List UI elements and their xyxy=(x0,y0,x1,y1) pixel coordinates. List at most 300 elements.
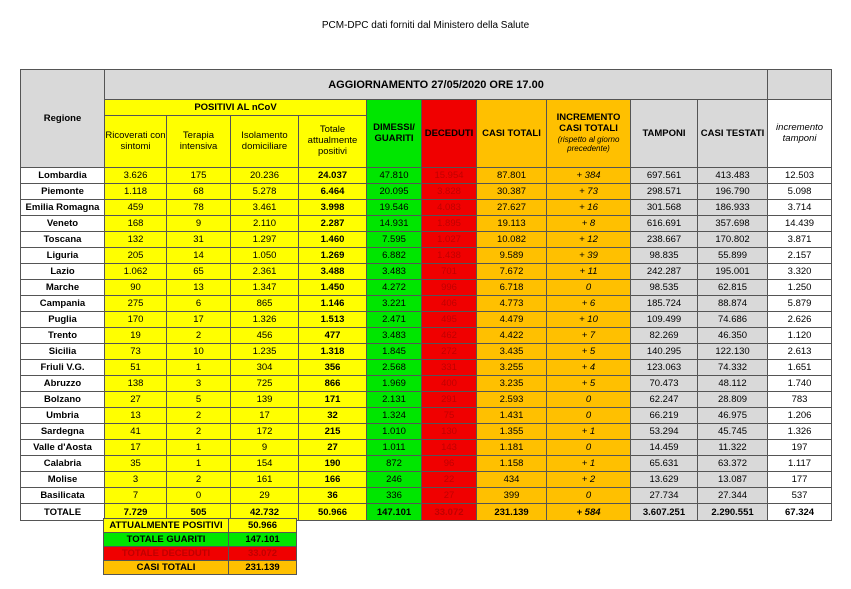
cell-terapia: 175 xyxy=(167,168,231,184)
update-title: AGGIORNAMENTO 27/05/2020 ORE 17.00 xyxy=(105,70,768,100)
cell-tamponi: 185.724 xyxy=(631,296,698,312)
covid-regional-table xyxy=(20,69,832,521)
cell-tamponi: 53.294 xyxy=(631,424,698,440)
cell-regione: Lazio xyxy=(21,264,105,280)
cell-casi: 1.181 xyxy=(477,440,547,456)
cell-ricoverati: 275 xyxy=(105,296,167,312)
cell-isolamento: 2.361 xyxy=(231,264,299,280)
cell-tamponi: 13.629 xyxy=(631,472,698,488)
table-row xyxy=(21,248,832,264)
cell-inc-tamponi: 2.626 xyxy=(768,312,832,328)
cell-ricoverati: 27 xyxy=(105,392,167,408)
cell-isolamento: 20.236 xyxy=(231,168,299,184)
cell-deceduti: 400 xyxy=(422,376,477,392)
cell-regione: Bolzano xyxy=(21,392,105,408)
table-row xyxy=(21,488,832,504)
summary-row xyxy=(104,561,297,575)
cell-inc-tamponi: 1.740 xyxy=(768,376,832,392)
cell-dimessi: 872 xyxy=(367,456,422,472)
cell-ricoverati: 41 xyxy=(105,424,167,440)
table-row xyxy=(21,184,832,200)
cell-casi: 4.422 xyxy=(477,328,547,344)
cell-regione: Umbria xyxy=(21,408,105,424)
cell-isolamento: 3.461 xyxy=(231,200,299,216)
cell-casi: 27.627 xyxy=(477,200,547,216)
cell-terapia: 14 xyxy=(167,248,231,264)
cell-deceduti: 406 xyxy=(422,296,477,312)
table-row xyxy=(21,168,832,184)
cell-incremento: + 11 xyxy=(547,264,631,280)
cell-regione: Trento xyxy=(21,328,105,344)
header-terapia: Terapia intensiva xyxy=(167,116,231,168)
cell-isolamento: 1.297 xyxy=(231,232,299,248)
cell-dimessi: 1.011 xyxy=(367,440,422,456)
cell-terapia: 13 xyxy=(167,280,231,296)
cell-tamponi: 697.561 xyxy=(631,168,698,184)
cell-dimessi: 246 xyxy=(367,472,422,488)
cell-deceduti: 291 xyxy=(422,392,477,408)
cell-totale: 166 xyxy=(299,472,367,488)
cell-ricoverati: 7 xyxy=(105,488,167,504)
cell-casi: 3.255 xyxy=(477,360,547,376)
cell-terapia: 31 xyxy=(167,232,231,248)
header-positivi-group: POSITIVI AL nCoV xyxy=(105,100,367,116)
cell-deceduti: 996 xyxy=(422,280,477,296)
summary-value: 33.072 xyxy=(229,547,297,561)
cell-dimessi: 6.882 xyxy=(367,248,422,264)
cell-dimessi: 7.595 xyxy=(367,232,422,248)
table-row xyxy=(21,472,832,488)
cell-isolamento: 42.732 xyxy=(231,504,299,521)
cell-isolamento: 154 xyxy=(231,456,299,472)
cell-incremento: + 5 xyxy=(547,376,631,392)
cell-inc-tamponi: 3.871 xyxy=(768,232,832,248)
cell-casi: 19.113 xyxy=(477,216,547,232)
cell-tamponi: 238.667 xyxy=(631,232,698,248)
header-regione: Regione xyxy=(21,70,105,168)
cell-deceduti: 1.895 xyxy=(422,216,477,232)
cell-regione: Veneto xyxy=(21,216,105,232)
cell-tamponi: 98.535 xyxy=(631,280,698,296)
cell-regione: Molise xyxy=(21,472,105,488)
cell-tamponi: 3.607.251 xyxy=(631,504,698,521)
cell-ricoverati: 1.118 xyxy=(105,184,167,200)
cell-incremento: + 1 xyxy=(547,456,631,472)
cell-casi: 4.773 xyxy=(477,296,547,312)
cell-inc-tamponi: 1.326 xyxy=(768,424,832,440)
cell-ricoverati: 17 xyxy=(105,440,167,456)
cell-regione: Puglia xyxy=(21,312,105,328)
cell-regione: TOTALE xyxy=(21,504,105,521)
cell-terapia: 10 xyxy=(167,344,231,360)
cell-terapia: 505 xyxy=(167,504,231,521)
cell-dimessi: 4.272 xyxy=(367,280,422,296)
cell-testati: 196.790 xyxy=(698,184,768,200)
cell-deceduti: 96 xyxy=(422,456,477,472)
cell-casi: 6.718 xyxy=(477,280,547,296)
cell-regione: Valle d'Aosta xyxy=(21,440,105,456)
cell-isolamento: 9 xyxy=(231,440,299,456)
cell-incremento: 0 xyxy=(547,440,631,456)
cell-deceduti: 272 xyxy=(422,344,477,360)
cell-isolamento: 1.235 xyxy=(231,344,299,360)
cell-casi: 231.139 xyxy=(477,504,547,521)
cell-deceduti: 22 xyxy=(422,472,477,488)
cell-testati: 45.745 xyxy=(698,424,768,440)
cell-deceduti: 1.438 xyxy=(422,248,477,264)
cell-deceduti: 462 xyxy=(422,328,477,344)
cell-totale: 866 xyxy=(299,376,367,392)
cell-totale: 36 xyxy=(299,488,367,504)
cell-totale: 50.966 xyxy=(299,504,367,521)
table-row xyxy=(21,264,832,280)
cell-casi: 10.082 xyxy=(477,232,547,248)
cell-totale: 171 xyxy=(299,392,367,408)
header-tamponi: TAMPONI xyxy=(631,100,698,168)
table-row xyxy=(21,216,832,232)
cell-dimessi: 336 xyxy=(367,488,422,504)
cell-regione: Abruzzo xyxy=(21,376,105,392)
cell-testati: 357.698 xyxy=(698,216,768,232)
cell-totale: 1.146 xyxy=(299,296,367,312)
cell-incremento: + 5 xyxy=(547,344,631,360)
cell-tamponi: 65.631 xyxy=(631,456,698,472)
cell-inc-tamponi: 14.439 xyxy=(768,216,832,232)
cell-dimessi: 2.471 xyxy=(367,312,422,328)
cell-terapia: 2 xyxy=(167,472,231,488)
cell-isolamento: 172 xyxy=(231,424,299,440)
cell-inc-tamponi: 197 xyxy=(768,440,832,456)
cell-inc-tamponi: 177 xyxy=(768,472,832,488)
cell-dimessi: 1.010 xyxy=(367,424,422,440)
cell-ricoverati: 205 xyxy=(105,248,167,264)
cell-totale: 1.460 xyxy=(299,232,367,248)
summary-label: TOTALE DECEDUTI xyxy=(104,547,229,561)
page-caption: PCM-DPC dati forniti dal Ministero della Salute xyxy=(321,20,530,31)
cell-regione: Sardegna xyxy=(21,424,105,440)
cell-deceduti: 130 xyxy=(422,424,477,440)
cell-tamponi: 109.499 xyxy=(631,312,698,328)
cell-testati: 27.344 xyxy=(698,488,768,504)
cell-tamponi: 14.459 xyxy=(631,440,698,456)
cell-casi: 7.672 xyxy=(477,264,547,280)
cell-inc-tamponi: 5.098 xyxy=(768,184,832,200)
cell-terapia: 2 xyxy=(167,328,231,344)
cell-testati: 186.933 xyxy=(698,200,768,216)
cell-dimessi: 47.810 xyxy=(367,168,422,184)
header-incremento-title: INCREMENTO CASI TOTALI xyxy=(556,112,621,135)
cell-totale: 1.318 xyxy=(299,344,367,360)
cell-totale: 3.488 xyxy=(299,264,367,280)
cell-dimessi: 3.483 xyxy=(367,264,422,280)
header-ricoverati: Ricoverati con sintomi xyxy=(105,116,167,168)
cell-ricoverati: 1.062 xyxy=(105,264,167,280)
cell-totale: 6.464 xyxy=(299,184,367,200)
summary-value: 147.101 xyxy=(229,533,297,547)
header-incremento-note: (rispetto al giorno precedente) xyxy=(557,135,620,154)
cell-totale: 27 xyxy=(299,440,367,456)
cell-totale: 2.287 xyxy=(299,216,367,232)
cell-terapia: 65 xyxy=(167,264,231,280)
cell-casi: 3.435 xyxy=(477,344,547,360)
cell-incremento: + 6 xyxy=(547,296,631,312)
cell-deceduti: 3.828 xyxy=(422,184,477,200)
table-body xyxy=(21,168,832,521)
cell-dimessi: 3.483 xyxy=(367,328,422,344)
cell-incremento: 0 xyxy=(547,280,631,296)
cell-inc-tamponi: 1.651 xyxy=(768,360,832,376)
cell-testati: 46.350 xyxy=(698,328,768,344)
header-casi-totali: CASI TOTALI xyxy=(477,100,547,168)
cell-isolamento: 17 xyxy=(231,408,299,424)
cell-regione: Emilia Romagna xyxy=(21,200,105,216)
cell-tamponi: 301.568 xyxy=(631,200,698,216)
cell-inc-tamponi: 5.879 xyxy=(768,296,832,312)
cell-casi: 30.387 xyxy=(477,184,547,200)
cell-terapia: 9 xyxy=(167,216,231,232)
cell-tamponi: 66.219 xyxy=(631,408,698,424)
cell-terapia: 2 xyxy=(167,408,231,424)
cell-casi: 3.235 xyxy=(477,376,547,392)
cell-inc-tamponi: 537 xyxy=(768,488,832,504)
cell-regione: Piemonte xyxy=(21,184,105,200)
cell-ricoverati: 90 xyxy=(105,280,167,296)
cell-deceduti: 1.027 xyxy=(422,232,477,248)
cell-ricoverati: 170 xyxy=(105,312,167,328)
cell-regione: Lombardia xyxy=(21,168,105,184)
table-row xyxy=(21,232,832,248)
header-isolamento: Isolamento domiciliare xyxy=(231,116,299,168)
cell-casi: 4.479 xyxy=(477,312,547,328)
cell-inc-tamponi: 1.117 xyxy=(768,456,832,472)
cell-dimessi: 2.131 xyxy=(367,392,422,408)
cell-deceduti: 75 xyxy=(422,408,477,424)
table-row xyxy=(21,456,832,472)
table-row xyxy=(21,296,832,312)
cell-casi: 2.593 xyxy=(477,392,547,408)
cell-incremento: + 4 xyxy=(547,360,631,376)
cell-regione: Marche xyxy=(21,280,105,296)
cell-testati: 413.483 xyxy=(698,168,768,184)
cell-totale: 356 xyxy=(299,360,367,376)
cell-deceduti: 495 xyxy=(422,312,477,328)
cell-dimessi: 1.324 xyxy=(367,408,422,424)
cell-incremento: + 7 xyxy=(547,328,631,344)
header-casi-testati: CASI TESTATI xyxy=(698,100,768,168)
cell-casi: 9.589 xyxy=(477,248,547,264)
summary-label: CASI TOTALI xyxy=(104,561,229,575)
cell-regione: Liguria xyxy=(21,248,105,264)
cell-inc-tamponi: 1.120 xyxy=(768,328,832,344)
cell-casi: 1.431 xyxy=(477,408,547,424)
cell-isolamento: 1.050 xyxy=(231,248,299,264)
cell-testati: 13.087 xyxy=(698,472,768,488)
cell-terapia: 1 xyxy=(167,440,231,456)
table-row xyxy=(21,424,832,440)
cell-ricoverati: 51 xyxy=(105,360,167,376)
header-incremento xyxy=(547,100,631,168)
cell-dimessi: 14.931 xyxy=(367,216,422,232)
header-corner xyxy=(768,70,832,100)
cell-tamponi: 62.247 xyxy=(631,392,698,408)
cell-regione: Campania xyxy=(21,296,105,312)
cell-deceduti: 27 xyxy=(422,488,477,504)
table-row xyxy=(21,280,832,296)
table-row xyxy=(21,328,832,344)
cell-incremento: + 1 xyxy=(547,424,631,440)
cell-terapia: 6 xyxy=(167,296,231,312)
cell-tamponi: 298.571 xyxy=(631,184,698,200)
cell-terapia: 2 xyxy=(167,424,231,440)
cell-incremento: 0 xyxy=(547,488,631,504)
cell-regione: Toscana xyxy=(21,232,105,248)
cell-ricoverati: 459 xyxy=(105,200,167,216)
summary-table xyxy=(103,518,297,575)
summary-label: ATTUALMENTE POSITIVI xyxy=(104,519,229,533)
cell-inc-tamponi: 12.503 xyxy=(768,168,832,184)
cell-terapia: 17 xyxy=(167,312,231,328)
cell-deceduti: 33.072 xyxy=(422,504,477,521)
cell-testati: 62.815 xyxy=(698,280,768,296)
cell-tamponi: 242.287 xyxy=(631,264,698,280)
cell-testati: 170.802 xyxy=(698,232,768,248)
cell-isolamento: 1.326 xyxy=(231,312,299,328)
cell-testati: 46.975 xyxy=(698,408,768,424)
table-row xyxy=(21,312,832,328)
cell-regione: Calabria xyxy=(21,456,105,472)
cell-terapia: 5 xyxy=(167,392,231,408)
cell-tamponi: 70.473 xyxy=(631,376,698,392)
cell-testati: 2.290.551 xyxy=(698,504,768,521)
cell-ricoverati: 138 xyxy=(105,376,167,392)
cell-totale: 1.513 xyxy=(299,312,367,328)
table-row xyxy=(21,200,832,216)
table-row xyxy=(21,376,832,392)
cell-terapia: 0 xyxy=(167,488,231,504)
header-deceduti: DECEDUTI xyxy=(422,100,477,168)
cell-isolamento: 5.278 xyxy=(231,184,299,200)
cell-tamponi: 140.295 xyxy=(631,344,698,360)
table-row xyxy=(21,360,832,376)
cell-deceduti: 331 xyxy=(422,360,477,376)
cell-terapia: 1 xyxy=(167,360,231,376)
cell-deceduti: 143 xyxy=(422,440,477,456)
cell-totale: 190 xyxy=(299,456,367,472)
cell-totale: 24.037 xyxy=(299,168,367,184)
cell-deceduti: 4.083 xyxy=(422,200,477,216)
cell-totale: 215 xyxy=(299,424,367,440)
cell-incremento: 0 xyxy=(547,408,631,424)
summary-value: 231.139 xyxy=(229,561,297,575)
cell-totale: 32 xyxy=(299,408,367,424)
cell-testati: 122.130 xyxy=(698,344,768,360)
cell-ricoverati: 19 xyxy=(105,328,167,344)
cell-incremento: + 8 xyxy=(547,216,631,232)
cell-isolamento: 725 xyxy=(231,376,299,392)
cell-regione: Basilicata xyxy=(21,488,105,504)
cell-inc-tamponi: 3.320 xyxy=(768,264,832,280)
cell-totale: 1.450 xyxy=(299,280,367,296)
cell-incremento: + 384 xyxy=(547,168,631,184)
cell-casi: 434 xyxy=(477,472,547,488)
cell-casi: 87.801 xyxy=(477,168,547,184)
cell-isolamento: 456 xyxy=(231,328,299,344)
cell-inc-tamponi: 1.250 xyxy=(768,280,832,296)
cell-ricoverati: 35 xyxy=(105,456,167,472)
cell-inc-tamponi: 67.324 xyxy=(768,504,832,521)
cell-terapia: 68 xyxy=(167,184,231,200)
table-row xyxy=(21,408,832,424)
header-totale-positivi: Totale attualmente positivi xyxy=(299,116,367,168)
cell-testati: 63.372 xyxy=(698,456,768,472)
cell-deceduti: 15.954 xyxy=(422,168,477,184)
cell-regione: Friuli V.G. xyxy=(21,360,105,376)
summary-row xyxy=(104,519,297,533)
cell-incremento: + 12 xyxy=(547,232,631,248)
cell-testati: 195.001 xyxy=(698,264,768,280)
cell-totale: 1.269 xyxy=(299,248,367,264)
cell-regione: Sicilia xyxy=(21,344,105,360)
cell-tamponi: 27.734 xyxy=(631,488,698,504)
cell-deceduti: 701 xyxy=(422,264,477,280)
cell-inc-tamponi: 1.206 xyxy=(768,408,832,424)
cell-casi: 399 xyxy=(477,488,547,504)
cell-testati: 55.899 xyxy=(698,248,768,264)
cell-testati: 74.686 xyxy=(698,312,768,328)
cell-incremento: + 73 xyxy=(547,184,631,200)
cell-testati: 74.332 xyxy=(698,360,768,376)
cell-tamponi: 616.691 xyxy=(631,216,698,232)
cell-dimessi: 147.101 xyxy=(367,504,422,521)
summary-row xyxy=(104,533,297,547)
cell-totale: 3.998 xyxy=(299,200,367,216)
cell-testati: 88.874 xyxy=(698,296,768,312)
cell-terapia: 3 xyxy=(167,376,231,392)
cell-isolamento: 2.110 xyxy=(231,216,299,232)
cell-ricoverati: 132 xyxy=(105,232,167,248)
cell-isolamento: 1.347 xyxy=(231,280,299,296)
cell-inc-tamponi: 2.613 xyxy=(768,344,832,360)
cell-ricoverati: 7.729 xyxy=(105,504,167,521)
cell-isolamento: 304 xyxy=(231,360,299,376)
summary-body xyxy=(104,519,297,575)
cell-tamponi: 98.835 xyxy=(631,248,698,264)
table-row xyxy=(21,440,832,456)
cell-incremento: + 39 xyxy=(547,248,631,264)
cell-casi: 1.158 xyxy=(477,456,547,472)
cell-dimessi: 20.095 xyxy=(367,184,422,200)
cell-inc-tamponi: 783 xyxy=(768,392,832,408)
cell-tamponi: 82.269 xyxy=(631,328,698,344)
summary-value: 50.966 xyxy=(229,519,297,533)
cell-dimessi: 19.546 xyxy=(367,200,422,216)
cell-totale: 477 xyxy=(299,328,367,344)
cell-isolamento: 161 xyxy=(231,472,299,488)
summary-label: TOTALE GUARITI xyxy=(104,533,229,547)
cell-dimessi: 2.568 xyxy=(367,360,422,376)
cell-ricoverati: 13 xyxy=(105,408,167,424)
cell-casi: 1.355 xyxy=(477,424,547,440)
cell-isolamento: 29 xyxy=(231,488,299,504)
cell-incremento: + 16 xyxy=(547,200,631,216)
cell-terapia: 78 xyxy=(167,200,231,216)
cell-isolamento: 865 xyxy=(231,296,299,312)
cell-incremento: + 584 xyxy=(547,504,631,521)
cell-ricoverati: 3 xyxy=(105,472,167,488)
table-row xyxy=(21,392,832,408)
cell-ricoverati: 168 xyxy=(105,216,167,232)
cell-ricoverati: 3.626 xyxy=(105,168,167,184)
